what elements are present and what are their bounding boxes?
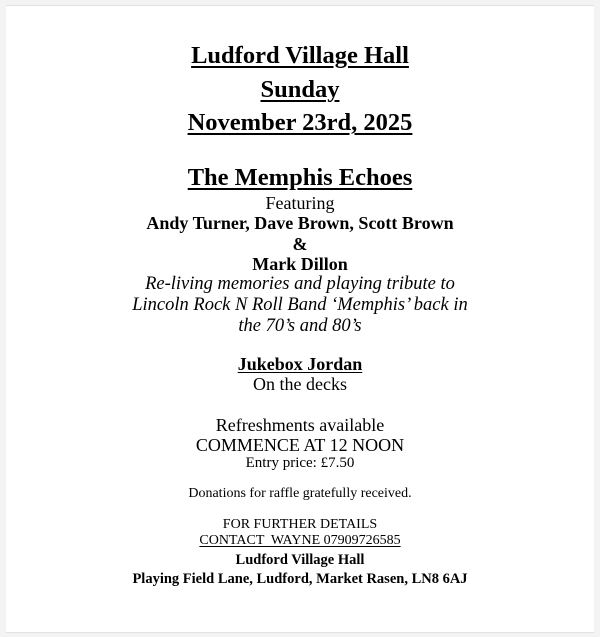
dj-role: On the decks bbox=[253, 374, 347, 394]
tribute-line-3: the 70’s and 80’s bbox=[238, 316, 362, 336]
event-day-heading: Sunday bbox=[260, 76, 340, 103]
tribute-line-1: Re-living memories and playing tribute to bbox=[145, 274, 455, 294]
commence-line: COMMENCE AT 12 NOON bbox=[195, 435, 405, 455]
band-members-line: Andy Turner, Dave Brown, Scott Brown bbox=[146, 213, 454, 233]
hall-name-line: Ludford Village Hall bbox=[235, 552, 365, 568]
event-date-heading: November 23rd, 2025 bbox=[187, 109, 413, 136]
refreshments-line: Refreshments available bbox=[215, 415, 385, 435]
tribute-line-2: Lincoln Rock N Roll Band ‘Memphis’ back in bbox=[132, 295, 468, 315]
ampersand-line: & bbox=[292, 234, 308, 254]
contact-phone-line: CONTACT WAYNE 07909726585 bbox=[199, 533, 401, 548]
entry-price-line: Entry price: £7.50 bbox=[245, 455, 355, 471]
donations-line: Donations for raffle gratefully received. bbox=[188, 486, 412, 501]
venue-name-heading: Ludford Village Hall bbox=[191, 42, 409, 69]
featuring-label: Featuring bbox=[265, 193, 335, 213]
further-details-line: FOR FURTHER DETAILS bbox=[222, 517, 378, 532]
dj-name: Jukebox Jordan bbox=[237, 354, 363, 374]
address-line: Playing Field Lane, Ludford, Market Rasen, LN8 6AJ bbox=[132, 571, 468, 587]
last-member-line: Mark Dillon bbox=[252, 254, 348, 274]
band-name-heading: The Memphis Echoes bbox=[187, 164, 413, 191]
